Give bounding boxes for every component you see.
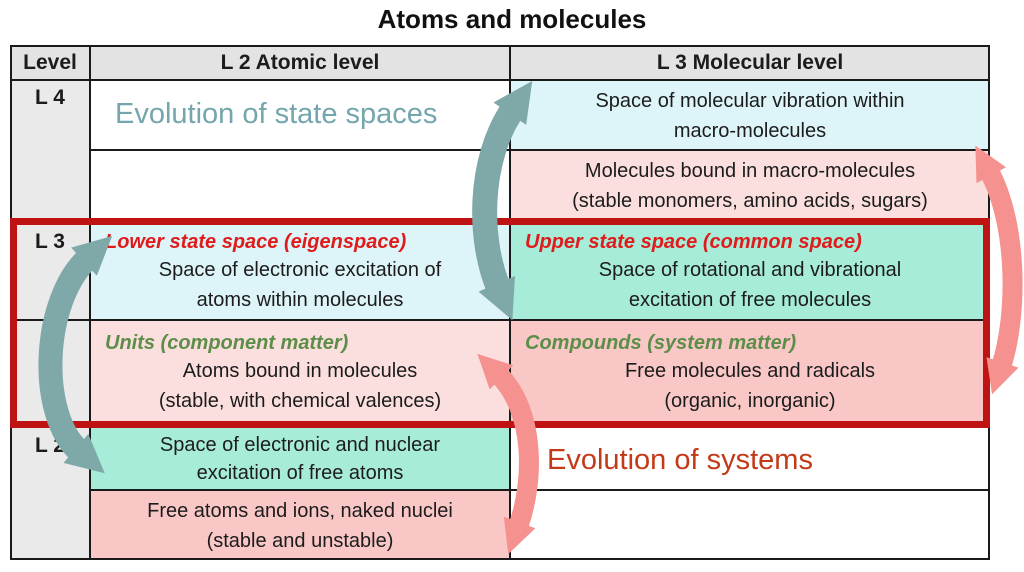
l3-highlight-red-frame <box>10 218 990 428</box>
cell-l2-excitation <box>95 431 505 487</box>
cell-text-line: Free molecules and radicals <box>624 360 876 382</box>
cell-l2-free-atoms <box>95 496 505 556</box>
header-molecular-level: L 3 Molecular level <box>656 51 844 74</box>
cell-text-line: macro-molecules <box>673 120 827 142</box>
cell-text-line: Space of rotational and vibrational <box>598 259 902 281</box>
cell-text-line: excitation of free atoms <box>196 462 404 484</box>
cell-text-line: Molecules bound in macro-molecules <box>584 160 916 182</box>
cell-text-line: Space of electronic and nuclear <box>159 434 441 456</box>
header-atomic-level: L 2 Atomic level <box>220 51 380 74</box>
cell-text-line: (stable, with chemical valences) <box>158 390 442 412</box>
evolution-of-systems-label: Evolution of systems <box>547 444 813 476</box>
cell-text-line: atoms within molecules <box>196 289 404 311</box>
evolution-of-state-spaces-label: Evolution of state spaces <box>115 98 438 130</box>
header-level: Level <box>23 51 77 74</box>
compounds-heading: Compounds (system matter) <box>525 332 797 354</box>
cell-text-line: (organic, inorganic) <box>664 390 836 412</box>
cell-l4-molecular-vibration <box>515 86 985 146</box>
row-label-l4: L 4 <box>35 86 65 109</box>
cell-text-line: Free atoms and ions, naked nuclei <box>147 500 453 522</box>
row-label-l2: L 2 <box>35 434 65 457</box>
upper-state-space-heading: Upper state space (common space) <box>525 231 862 253</box>
lower-state-space-heading: Lower state space (eigenspace) <box>105 231 407 253</box>
cell-text-line: Space of electronic excitation of <box>158 259 442 281</box>
cell-text-line: excitation of free molecules <box>628 289 872 311</box>
systems-curved-arrow-right-icon <box>989 171 1013 367</box>
row-label-l3: L 3 <box>35 230 65 253</box>
cell-text-line: Space of molecular vibration within <box>595 90 905 112</box>
cell-text-line: Atoms bound in molecules <box>182 360 418 382</box>
cell-l4-molecules-bound <box>515 156 985 216</box>
cell-text-line: (stable and unstable) <box>206 530 394 552</box>
page-title: Atoms and molecules <box>377 4 647 34</box>
cell-text-line: (stable monomers, amino acids, sugars) <box>572 190 928 212</box>
units-heading: Units (component matter) <box>105 332 349 354</box>
